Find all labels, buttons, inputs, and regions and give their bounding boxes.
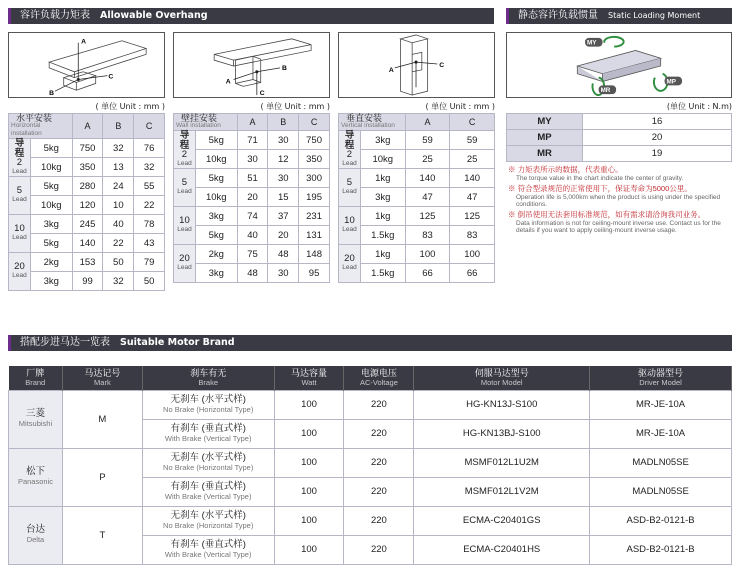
brand-cell: 三菱 Mitsubishi <box>9 390 63 448</box>
lead-cell: 10 Lead <box>339 207 361 245</box>
value-cell: 280 <box>72 177 103 196</box>
value-cell: 79 <box>134 253 165 272</box>
motor-title-en: Suitable Motor Brand <box>120 337 235 348</box>
value-cell: 750 <box>299 131 330 150</box>
load-cell: 5kg <box>195 169 237 188</box>
value-cell: 24 <box>103 177 134 196</box>
table-row <box>507 130 732 146</box>
value-cell: 30 <box>237 150 268 169</box>
value-cell: 43 <box>134 234 165 253</box>
table-row <box>339 245 495 264</box>
load-cell: 5kg <box>30 177 72 196</box>
motor-model-cell: MSMF012L1U2M <box>414 448 590 477</box>
value-cell: 125 <box>450 207 495 226</box>
value-cell: 350 <box>72 158 103 177</box>
brand-cell: 松下 Panasonic <box>9 448 63 506</box>
col-header-c: C <box>450 114 495 131</box>
table-row <box>339 264 495 283</box>
value-cell: 47 <box>405 188 450 207</box>
value-cell: 83 <box>450 226 495 245</box>
table-row <box>174 264 330 283</box>
col-header-a: A <box>72 114 103 139</box>
brake-cell: 有刹车 (垂直式样) With Brake (Vertical Type) <box>142 419 274 448</box>
moment-value: 20 <box>583 130 732 146</box>
value-cell: 148 <box>299 245 330 264</box>
value-cell: 55 <box>134 177 165 196</box>
value-cell: 22 <box>103 234 134 253</box>
value-cell: 100 <box>450 245 495 264</box>
load-cell: 2kg <box>30 253 72 272</box>
motor-model-cell: HG-KN13BJ-S100 <box>414 419 590 448</box>
brake-cell: 有刹车 (垂直式样) With Brake (Vertical Type) <box>142 477 274 506</box>
load-cell: 10kg <box>30 196 72 215</box>
overhang-title-en: Allowable Overhang <box>100 10 208 21</box>
motor-model-cell: HG-KN13J-S100 <box>414 390 590 419</box>
col-header-b: B <box>103 114 134 139</box>
notes-block <box>508 165 732 236</box>
diagram-label-my: MY <box>587 39 597 47</box>
value-cell: 74 <box>237 207 268 226</box>
diagram-label-c: C <box>259 90 265 97</box>
voltage-cell: 220 <box>344 419 414 448</box>
brake-cell: 有刹车 (垂直式样) With Brake (Vertical Type) <box>142 535 274 564</box>
value-cell: 195 <box>299 188 330 207</box>
value-cell: 32 <box>134 158 165 177</box>
value-cell: 750 <box>72 139 103 158</box>
table-row <box>339 150 495 169</box>
driver-model-cell: MR-JE-10A <box>590 419 732 448</box>
value-cell: 100 <box>405 245 450 264</box>
value-cell: 25 <box>450 150 495 169</box>
value-cell: 78 <box>134 215 165 234</box>
value-cell: 48 <box>268 245 299 264</box>
table-row <box>9 139 165 158</box>
value-cell: 37 <box>268 207 299 226</box>
table-row <box>9 448 732 477</box>
driver-model-cell: MADLN05SE <box>590 477 732 506</box>
load-cell: 3kg <box>360 131 405 150</box>
load-cell: 1kg <box>360 245 405 264</box>
value-cell: 350 <box>299 150 330 169</box>
value-cell: 12 <box>268 150 299 169</box>
load-cell: 3kg <box>360 188 405 207</box>
static-unit-label: (单位 Unit : N.m) <box>666 102 732 111</box>
watt-cell: 100 <box>274 535 344 564</box>
value-cell: 40 <box>103 215 134 234</box>
value-cell: 15 <box>268 188 299 207</box>
value-cell: 59 <box>405 131 450 150</box>
brake-cell: 无刹车 (水平式样) No Brake (Horizontal Type) <box>142 390 274 419</box>
value-cell: 153 <box>72 253 103 272</box>
static-title-en: Static Loading Moment <box>608 11 701 20</box>
value-cell: 76 <box>134 139 165 158</box>
col-header-driver-model: 驱动器型号 Driver Model <box>590 366 732 390</box>
table-row <box>339 131 495 150</box>
watt-cell: 100 <box>274 419 344 448</box>
lead-cell: 5 Lead <box>9 177 31 215</box>
table-caption: 水平安装 Horizontal installation <box>9 114 73 139</box>
overhang-section-header <box>8 8 494 24</box>
voltage-cell: 220 <box>344 535 414 564</box>
value-cell: 245 <box>72 215 103 234</box>
vertical-install-diagram <box>338 32 495 98</box>
load-cell: 10kg <box>360 150 405 169</box>
load-cell: 2kg <box>195 245 237 264</box>
load-cell: 1kg <box>360 207 405 226</box>
value-cell: 13 <box>103 158 134 177</box>
watt-cell: 100 <box>274 477 344 506</box>
value-cell: 25 <box>405 150 450 169</box>
table-row <box>174 226 330 245</box>
voltage-cell: 220 <box>344 506 414 535</box>
wall-overhang-table <box>173 113 330 283</box>
col-header-mark: 马达记号 Mark <box>62 366 142 390</box>
value-cell: 30 <box>268 131 299 150</box>
load-cell: 1.5kg <box>360 264 405 283</box>
value-cell: 30 <box>268 264 299 283</box>
value-cell: 40 <box>237 226 268 245</box>
brake-cell: 无刹车 (水平式样) No Brake (Horizontal Type) <box>142 506 274 535</box>
static-moment-diagram <box>506 32 732 98</box>
value-cell: 32 <box>103 272 134 291</box>
lead-cell: 5 Lead <box>339 169 361 207</box>
driver-model-cell: MR-JE-10A <box>590 390 732 419</box>
table-row <box>9 390 732 419</box>
overhang-title-zh: 容许负载力矩表 <box>20 10 90 21</box>
col-header-motor-model: 伺服马达型号 Motor Model <box>414 366 590 390</box>
motor-model-cell: ECMA-C20401GS <box>414 506 590 535</box>
table-row <box>174 150 330 169</box>
load-cell: 5kg <box>195 131 237 150</box>
mark-cell: P <box>62 448 142 506</box>
col-header-watt: 马达容量 Watt <box>274 366 344 390</box>
load-cell: 1.5kg <box>360 226 405 245</box>
load-cell: 10kg <box>195 188 237 207</box>
note-en: The torque value in the chart indicate the center of gravity. <box>516 175 684 182</box>
value-cell: 48 <box>237 264 268 283</box>
value-cell: 83 <box>405 226 450 245</box>
load-cell: 1kg <box>360 169 405 188</box>
moment-value: 19 <box>583 146 732 162</box>
note-en: Operation life is 5,000km when the product is using under the specified conditions. <box>516 193 721 208</box>
lead-cell: 导程 2 Lead <box>339 131 361 169</box>
table-row <box>507 146 732 162</box>
value-cell: 32 <box>103 139 134 158</box>
wall-install-diagram <box>173 32 330 98</box>
load-cell: 3kg <box>30 272 72 291</box>
diagram-label-b: B <box>282 64 287 72</box>
moment-label: MR <box>507 146 583 162</box>
value-cell: 120 <box>72 196 103 215</box>
table-row <box>507 114 732 130</box>
table-row <box>9 506 732 535</box>
table-row <box>339 207 495 226</box>
value-cell: 47 <box>450 188 495 207</box>
voltage-cell: 220 <box>344 477 414 506</box>
col-header-b: B <box>268 114 299 131</box>
value-cell: 51 <box>237 169 268 188</box>
diagram-label-b: B <box>49 90 55 97</box>
table-row <box>9 196 165 215</box>
col-header-c: C <box>134 114 165 139</box>
table-row <box>174 188 330 207</box>
lead-cell: 10 Lead <box>174 207 196 245</box>
note-zh: ※ 符合型录规范的正常使用下，保证寿命为5000公里。 <box>508 183 692 193</box>
load-cell: 5kg <box>30 139 72 158</box>
value-cell: 22 <box>134 196 165 215</box>
col-header-brake: 刹车有无 Brake <box>142 366 274 390</box>
value-cell: 99 <box>72 272 103 291</box>
table-row <box>174 169 330 188</box>
value-cell: 20 <box>237 188 268 207</box>
brand-cell: 台达 Delta <box>9 506 63 564</box>
diagram-label-c: C <box>108 73 114 81</box>
voltage-cell: 220 <box>344 390 414 419</box>
diagram-label-a: A <box>388 66 394 74</box>
static-section-header <box>506 8 732 24</box>
value-cell: 30 <box>268 169 299 188</box>
motor-brand-table <box>8 366 732 565</box>
value-cell: 66 <box>405 264 450 283</box>
watt-cell: 100 <box>274 448 344 477</box>
brake-cell: 无刹车 (水平式样) No Brake (Horizontal Type) <box>142 448 274 477</box>
moment-value: 16 <box>583 114 732 130</box>
motor-title-zh: 搭配步进马达一览表 <box>20 337 110 348</box>
table-row <box>174 131 330 150</box>
driver-model-cell: MADLN05SE <box>590 448 732 477</box>
diagram-label-a: A <box>225 78 231 86</box>
note-zh: ※ 力矩表所示的数据，代表重心。 <box>508 165 623 174</box>
horizontal-install-diagram <box>8 32 165 98</box>
table-row <box>339 169 495 188</box>
watt-cell: 100 <box>274 506 344 535</box>
overhang-unit-label: ( 单位 Unit : mm ) <box>260 102 330 111</box>
static-moment-table <box>506 113 732 162</box>
value-cell: 50 <box>134 272 165 291</box>
motor-section-header <box>8 335 732 351</box>
diagram-label-mr: MR <box>600 87 611 95</box>
motor-model-cell: ECMA-C20401HS <box>414 535 590 564</box>
note-zh: ※ 倒吊使用无法套用标准规范，如有需求请洽询我司业务。 <box>508 209 706 219</box>
vertical-overhang-table <box>338 113 495 283</box>
value-cell: 140 <box>72 234 103 253</box>
note-en: Data information is not for ceiling-mount inverse use. Contact us for the details if you want to apply ceiling-mount inverse usage. <box>516 219 721 234</box>
value-cell: 71 <box>237 131 268 150</box>
static-title-zh: 静态容许负载惯量 <box>518 10 598 21</box>
table-row <box>9 234 165 253</box>
table-caption: 垂直安装 Vertical installation <box>339 114 406 131</box>
lead-cell: 导程 2 Lead <box>9 139 31 177</box>
driver-model-cell: ASD-B2-0121-B <box>590 535 732 564</box>
value-cell: 10 <box>103 196 134 215</box>
table-row <box>174 207 330 226</box>
load-cell: 10kg <box>30 158 72 177</box>
table-caption: 壁挂安装 Wall installation <box>174 114 238 131</box>
value-cell: 125 <box>405 207 450 226</box>
load-cell: 3kg <box>195 264 237 283</box>
moment-label: MP <box>507 130 583 146</box>
voltage-cell: 220 <box>344 448 414 477</box>
col-header-a: A <box>405 114 450 131</box>
value-cell: 59 <box>450 131 495 150</box>
load-cell: 3kg <box>195 207 237 226</box>
lead-cell: 20 Lead <box>9 253 31 291</box>
table-row <box>9 253 165 272</box>
value-cell: 50 <box>103 253 134 272</box>
value-cell: 140 <box>405 169 450 188</box>
value-cell: 140 <box>450 169 495 188</box>
col-header-voltage: 电源电压 AC-Voltage <box>344 366 414 390</box>
diagram-label-a: A <box>81 38 87 46</box>
horizontal-overhang-table <box>8 113 165 291</box>
diagram-label-c: C <box>439 61 445 69</box>
table-row <box>339 226 495 245</box>
value-cell: 131 <box>299 226 330 245</box>
table-row <box>174 245 330 264</box>
lead-cell: 导程 2 Lead <box>174 131 196 169</box>
lead-cell: 10 Lead <box>9 215 31 253</box>
lead-cell: 20 Lead <box>174 245 196 283</box>
value-cell: 300 <box>299 169 330 188</box>
value-cell: 75 <box>237 245 268 264</box>
value-cell: 231 <box>299 207 330 226</box>
table-row <box>9 272 165 291</box>
value-cell: 66 <box>450 264 495 283</box>
load-cell: 5kg <box>195 226 237 245</box>
col-header-c: C <box>299 114 330 131</box>
load-cell: 5kg <box>30 234 72 253</box>
value-cell: 20 <box>268 226 299 245</box>
lead-cell: 5 Lead <box>174 169 196 207</box>
driver-model-cell: ASD-B2-0121-B <box>590 506 732 535</box>
load-cell: 10kg <box>195 150 237 169</box>
table-row <box>339 188 495 207</box>
mark-cell: T <box>62 506 142 564</box>
mark-cell: M <box>62 390 142 448</box>
watt-cell: 100 <box>274 390 344 419</box>
table-row <box>9 177 165 196</box>
moment-label: MY <box>507 114 583 130</box>
load-cell: 3kg <box>30 215 72 234</box>
col-header-brand: 厂牌 Brand <box>9 366 63 390</box>
lead-cell: 20 Lead <box>339 245 361 283</box>
col-header-a: A <box>237 114 268 131</box>
table-row <box>9 158 165 177</box>
overhang-unit-label: ( 单位 Unit : mm ) <box>95 102 165 111</box>
value-cell: 95 <box>299 264 330 283</box>
diagram-label-mp: MP <box>666 78 676 86</box>
motor-model-cell: MSMF012L1V2M <box>414 477 590 506</box>
overhang-unit-label: ( 单位 Unit : mm ) <box>425 102 495 111</box>
table-row <box>9 215 165 234</box>
